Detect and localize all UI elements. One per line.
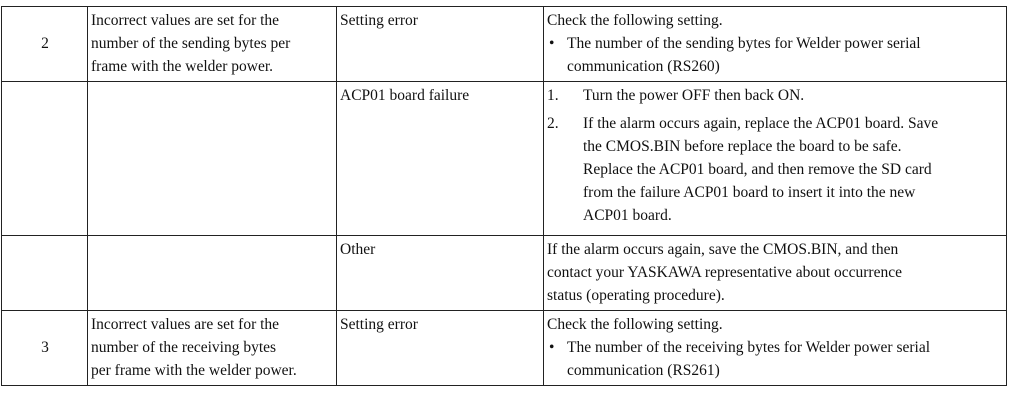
cause-text-line: number of the sending bytes per [91,35,291,52]
row-number-cell [2,236,88,311]
remedy-text-line: If the alarm occurs again, save the CMOS.BIN, and then [547,241,899,258]
row-number-cell: 3 [2,311,88,386]
cause-cell [88,311,337,386]
detail-cell: Other [337,236,544,311]
remedy-bullet-line: communication (RS261) [567,362,720,379]
remedy-bullet-item [547,32,1004,78]
cause-cell [88,7,337,82]
remedy-cell [544,82,1007,236]
table-row [2,82,1007,236]
remedy-intro: Check the following setting. [547,12,723,29]
step-number: 1. [547,87,559,104]
step-text-line: Replace the ACP01 board, and then remove the SD card [583,161,932,178]
remedy-text-line: status (operating procedure). [547,287,725,304]
remedy-cell [544,236,1007,311]
remedy-bullet-line: communication (RS260) [567,58,720,75]
bullet-icon: • [549,339,555,356]
remedy-cell [544,311,1007,386]
cause-text-line: per frame with the welder power. [91,362,297,379]
cause-text-line: frame with the welder power. [91,58,274,75]
table-row [2,311,1007,386]
detail-cell: ACP01 board failure [337,82,544,236]
cause-text-line: number of the receiving bytes [91,339,277,356]
remedy-cell [544,7,1007,82]
step-text-line: from the failure ACP01 board to insert it into the new [583,184,916,201]
remedy-step [547,112,1004,227]
alarm-remedy-table [1,6,1007,386]
detail-cell: Setting error [337,311,544,386]
step-text-line: Turn the power OFF then back ON. [583,87,805,104]
step-text-line: If the alarm occurs again, replace the ACP01 board. Save [583,115,939,132]
remedy-step [547,84,1004,107]
step-number: 2. [547,115,559,132]
cause-cell [88,236,337,311]
remedy-bullet-line: The number of the sending bytes for Welder power serial [567,35,921,52]
remedy-bullet-item [547,336,1004,382]
row-number-cell: 2 [2,7,88,82]
row-number-cell [2,82,88,236]
remedy-bullet-line: The number of the receiving bytes for Welder power serial [567,339,931,356]
cause-text-line: Incorrect values are set for the [91,316,280,333]
remedy-intro: Check the following setting. [547,316,723,333]
cause-cell [88,82,337,236]
table-row [2,7,1007,82]
table-row [2,236,1007,311]
bullet-icon: • [549,35,555,52]
detail-cell: Setting error [337,7,544,82]
step-text-line: the CMOS.BIN before replace the board to be safe. [583,138,902,155]
step-text-line: ACP01 board. [583,207,672,224]
remedy-text-line: contact your YASKAWA representative about occurrence [547,264,902,281]
cause-text-line: Incorrect values are set for the [91,12,280,29]
